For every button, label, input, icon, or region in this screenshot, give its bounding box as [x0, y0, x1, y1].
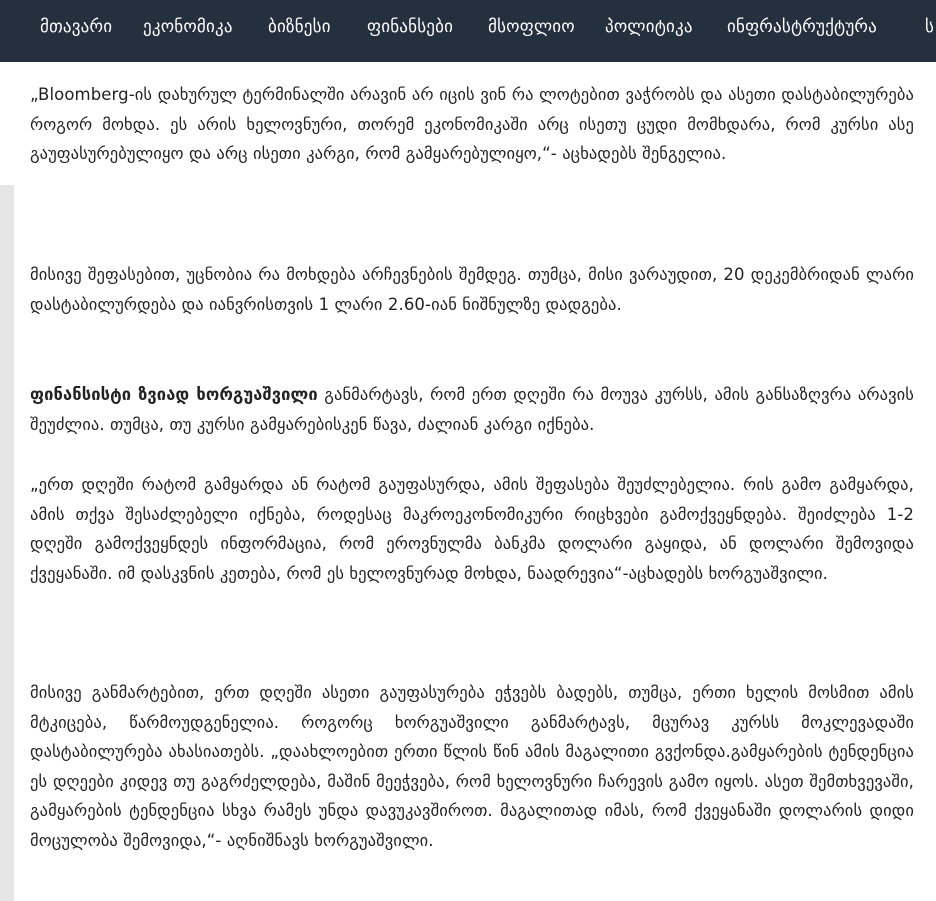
paragraph-3-text: განმარტავს, რომ ერთ დღეში რა მოუვა კურსს, ამის განსაზღვრა არავის შეუძლია. თუმცა, თუ კურსი გამყარებისკენ წავა, ძალიან კარგი იქნება. [30, 385, 914, 434]
nav-item-business[interactable]: ბიზნესი [268, 17, 331, 37]
nav-item-finance[interactable]: ფინანსები [367, 17, 454, 37]
article-paragraph-1: „Bloomberg-ის დახურულ ტერმინალში არავინ არ იცის ვინ რა ლოტებით ვაჭრობს და ასეთი დასტაბილურება როგორ მოხდა. ეს არის ხელოვნური, თორემ ეკონომიკაში არც ისეთუ ცუდი მომხდარა, რომ კურსი ასე გაუფასურებულიყო და არც ისეთი კარგი, რომ გამყარებულიყო,“- აცხადებს შენგელია. [30, 85, 914, 163]
article-paragraph-2: მისივე შეფასებით, უცნობია რა მოხდება არჩევნების შემდეგ. თუმცა, მისი ვარაუდით, 20 დეკემბრიდან ლარი დასტაბილურდება და იანვრისთვის 1 ლარი 2.60-იან ნიშნულზე დადგება. [30, 265, 914, 314]
article-paragraph-3 [30, 380, 914, 439]
left-scroll-gutter [0, 185, 14, 901]
nav-item-politics[interactable]: პოლიტიკა [605, 17, 693, 37]
nav-item-world[interactable]: მსოფლიო [488, 17, 575, 37]
article-paragraph-5: მისივე განმარტებით, ერთ დღეში ასეთი გაუფასურება ეჭვებს ბადებს, თუმცა, ერთი ხელის მოსმით ამის მტკიცება, წარმოუდგენელია. როგორც ხორგუაშვილი განმარტავს, მცურავ კურსს მოკლევადაში დასტაბილურება ახასიათებს. „დაახლოებით ერთი წლის წინ ამის მაგალითი გვქონდა.გამყარების ტენდენცია ეს დღეები კიდევ თუ გაგრძელდება, მაშინ მეეჭვება, რომ ხელოვნური ჩარევის გამო იყოს. ასეთ შემთხვევაში, გამყარების ტენდენცია სხვა რამეს უნდა დავუკავშიროთ. მაგალითად იმას, რომ ქვეყანაში დოლარის დიდი მოცულობა შემოვიდა,“- აღნიშნავს ხორგუაშვილი. [30, 683, 914, 850]
nav-item-home[interactable]: მთავარი [40, 17, 113, 37]
article-paragraph-4: „ერთ დღეში რატომ გამყარდა ან რატომ გაუფასურდა, ამის შეფასება შეუძლებელია. რის გამო გამყარდა, ამის თქვა შესაძლებელი იქნება, როდესაც მაკროეკონომიკური რიცხვები გამოქვეყნდება. შეიძლება 1-2 დღეში გამოქვეყნდეს ინფორმაცია, რომ ეროვნულმა ბანკმა დოლარი გაყიდა, ან დოლარი შემოვიდა ქვეყანაში. იმ დასკვნის კეთება, რომ ეს ხელოვნურად მოხდა, ნაადრევია“-აცხადებს ხორგუაშვილი. [30, 475, 914, 583]
top-navigation [0, 0, 936, 62]
nav-item-economy[interactable]: ეკონომიკა [143, 17, 233, 37]
nav-item-infrastructure[interactable]: ინფრასტრუქტურა [727, 17, 877, 37]
nav-item-more[interactable]: ს [925, 17, 935, 37]
expert-name: ფინანსისტი ზვიად ხორგუაშვილი [30, 385, 318, 404]
